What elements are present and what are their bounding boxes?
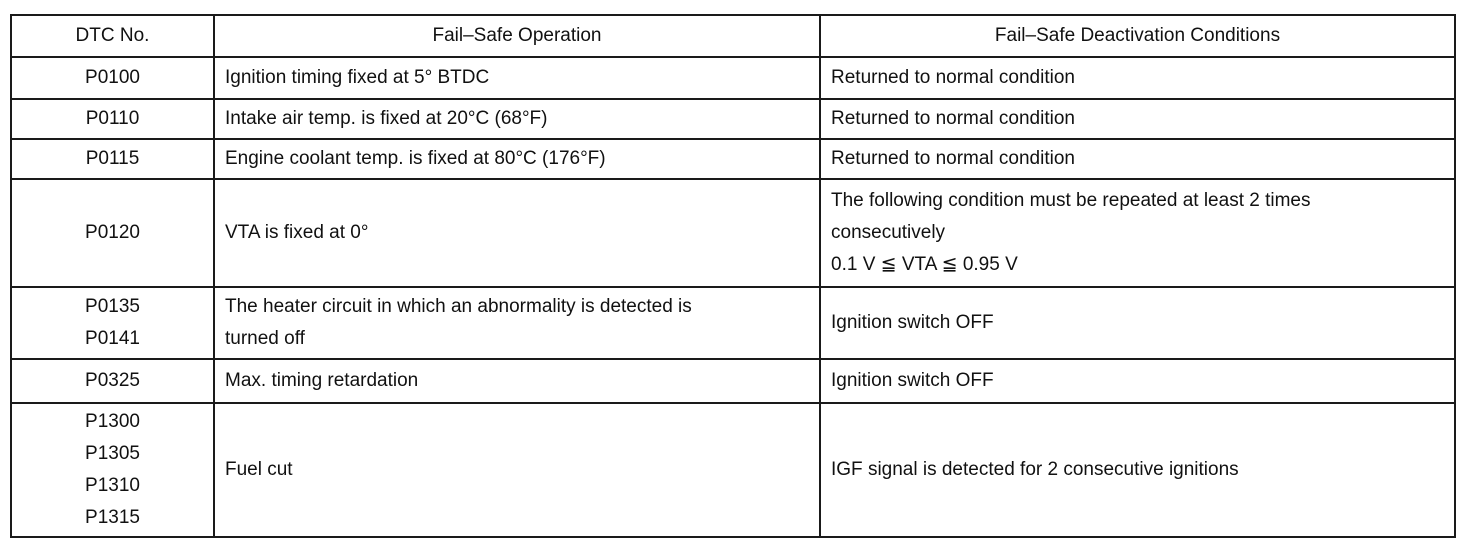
dtc-cell [11, 99, 214, 139]
operation-cell [214, 403, 820, 537]
dtc-code: P0100 [85, 67, 140, 88]
operation-cell [214, 359, 820, 403]
deactivation-cell [820, 359, 1455, 403]
operation-text: VTA is fixed at 0° [225, 222, 369, 243]
deactivation-text: 0.1 V ≦ VTA ≦ 0.95 V [831, 254, 1018, 275]
dtc-code: P1310 [85, 475, 140, 496]
dtc-code: P0325 [85, 370, 140, 391]
header-fail-safe-operation: Fail–Safe Operation [214, 15, 820, 57]
operation-text: turned off [225, 328, 305, 349]
dtc-cell [11, 139, 214, 179]
deactivation-text: Returned to normal condition [831, 67, 1075, 88]
table-row [11, 179, 1455, 287]
operation-cell [214, 99, 820, 139]
table-row [11, 359, 1455, 403]
deactivation-cell [820, 139, 1455, 179]
dtc-fail-safe-table [10, 14, 1456, 538]
deactivation-text: Ignition switch OFF [831, 312, 994, 333]
dtc-code: P0115 [85, 148, 140, 169]
operation-cell [214, 139, 820, 179]
dtc-cell [11, 57, 214, 99]
dtc-cell [11, 359, 214, 403]
dtc-cell [11, 179, 214, 287]
operation-cell [214, 179, 820, 287]
operation-cell [214, 287, 820, 359]
operation-text: Max. timing retardation [225, 370, 419, 391]
table-row [11, 99, 1455, 139]
deactivation-text: Returned to normal condition [831, 108, 1075, 129]
operation-cell [214, 57, 820, 99]
dtc-code: P0135 [85, 296, 140, 317]
dtc-cell [11, 287, 214, 359]
dtc-code: P0110 [85, 108, 140, 129]
table-row [11, 287, 1455, 359]
header-row [11, 15, 1455, 57]
dtc-code: P1305 [85, 443, 140, 464]
header-dtc-no: DTC No. [11, 15, 214, 57]
dtc-code: P0141 [85, 328, 140, 349]
deactivation-text: consecutively [831, 222, 946, 243]
deactivation-cell [820, 99, 1455, 139]
table-row [11, 57, 1455, 99]
deactivation-text: IGF signal is detected for 2 consecutive ignitions [831, 459, 1239, 480]
operation-text: Ignition timing fixed at 5° BTDC [225, 67, 490, 88]
deactivation-cell [820, 179, 1455, 287]
operation-text: The heater circuit in which an abnormality is detected is [225, 296, 692, 317]
deactivation-cell [820, 287, 1455, 359]
table-row [11, 139, 1455, 179]
deactivation-text: Ignition switch OFF [831, 370, 994, 391]
dtc-code: P0120 [85, 222, 140, 243]
deactivation-text: The following condition must be repeated at least 2 times [831, 190, 1311, 211]
deactivation-text: Returned to normal condition [831, 148, 1075, 169]
dtc-cell [11, 403, 214, 537]
dtc-code: P1315 [85, 507, 140, 528]
operation-text: Intake air temp. is fixed at 20°C (68°F) [225, 108, 548, 129]
table-row [11, 403, 1455, 537]
dtc-code: P1300 [85, 411, 140, 432]
header-deactivation-conditions: Fail–Safe Deactivation Conditions [820, 15, 1455, 57]
operation-text: Engine coolant temp. is fixed at 80°C (176°F) [225, 148, 606, 169]
operation-text: Fuel cut [225, 459, 293, 480]
deactivation-cell [820, 57, 1455, 99]
deactivation-cell [820, 403, 1455, 537]
